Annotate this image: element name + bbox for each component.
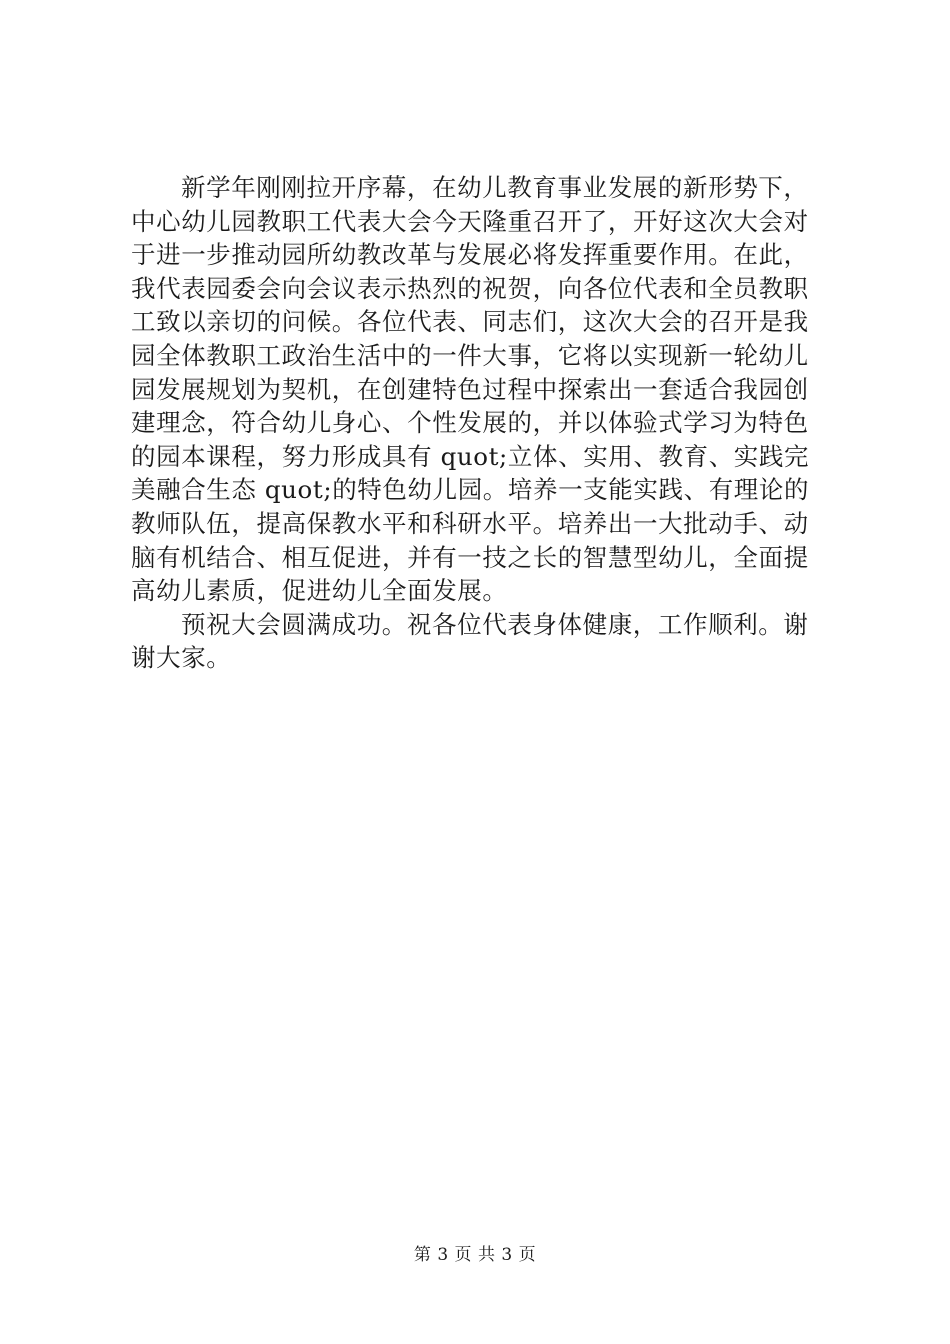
paragraph-1-line-13: 高幼儿素质，促进幼儿全面发展。 xyxy=(131,576,508,606)
paragraph-1-line-3: 于进一步推动园所幼教改革与发展必将发挥重要作用。在此， xyxy=(131,240,809,270)
paragraph-1-line-11: 教师队伍，提高保教水平和科研水平。培养出一大批动手、动 xyxy=(131,508,809,538)
paragraph-1-line-12: 脑有机结合、相互促进，并有一技之长的智慧型幼儿，全面提 xyxy=(131,542,809,572)
paragraph-1-line-1: 新学年刚刚拉开序幕，在幼儿教育事业发展的新形势下， xyxy=(181,173,809,202)
paragraph-1-line-7: 园发展规划为契机，在创建特色过程中探索出一套适合我园创 xyxy=(131,374,809,404)
paragraph-1-line-2: 中心幼儿园教职工代表大会今天隆重召开了，开好这次大会对 xyxy=(131,206,809,236)
document-body xyxy=(131,171,831,675)
paragraph-1-line-8: 建理念，符合幼儿身心、个性发展的，并以体验式学习为特色 xyxy=(131,408,809,438)
paragraph-1-line-9: 的园本课程，努力形成具有 quot;立体、实用、教育、实践完 xyxy=(131,441,810,471)
paragraph-2-line-1: 预祝大会圆满成功。祝各位代表身体健康，工作顺利。谢 xyxy=(181,609,809,639)
paragraph-1-line-10: 美融合生态 quot;的特色幼儿园。培养一支能实践、有理论的 xyxy=(131,475,810,505)
paragraph-1-line-4: 我代表园委会向会议表示热烈的祝贺，向各位代表和全员教职 xyxy=(131,273,809,303)
paragraph-1-line-6: 园全体教职工政治生活中的一件大事，它将以实现新一轮幼儿 xyxy=(131,340,809,370)
paragraph-1-line-5: 工致以亲切的问候。各位代表、同志们，这次大会的召开是我 xyxy=(131,307,809,337)
paragraph-2-line-2: 谢大家。 xyxy=(131,643,232,673)
page-number-footer: 第 3 页 共 3 页 xyxy=(413,1245,537,1265)
